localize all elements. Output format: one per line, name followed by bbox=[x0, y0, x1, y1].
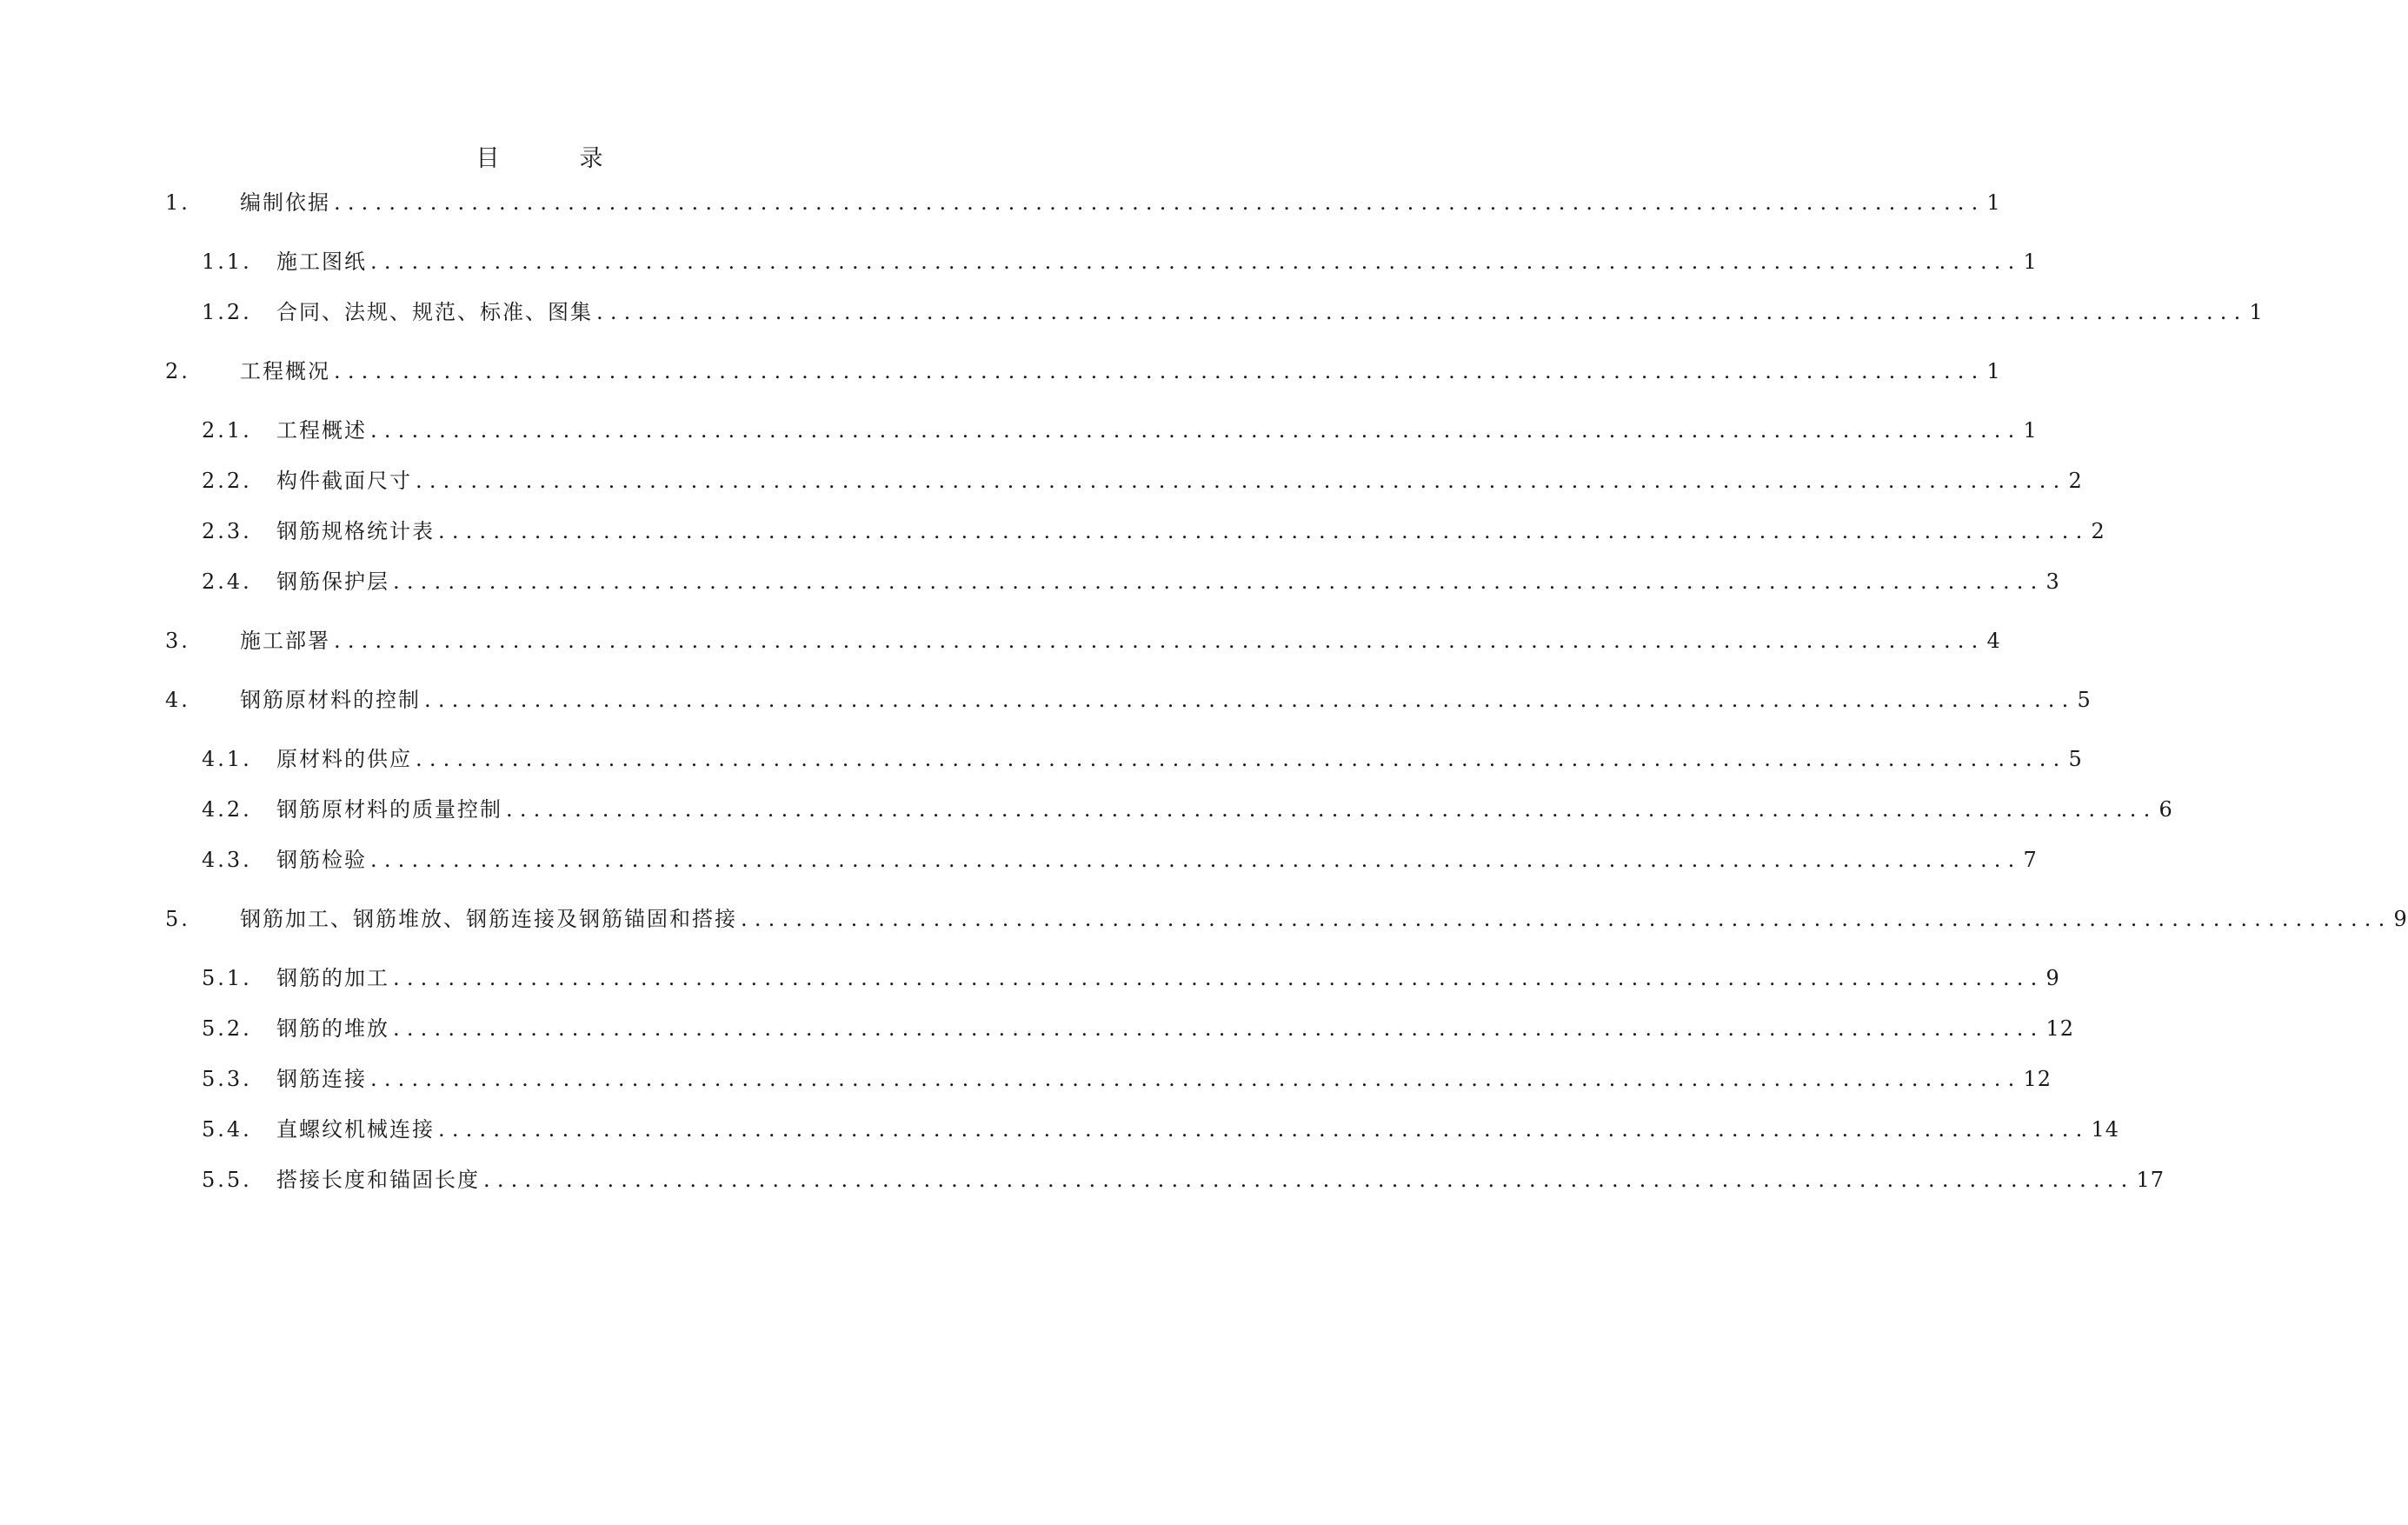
toc-dot-leader: ........................................................................................................................ bbox=[416, 469, 2067, 493]
toc-entry-page-number: 9 bbox=[2045, 966, 2060, 990]
toc-entry-title: 钢筋检验 bbox=[276, 848, 367, 872]
toc-entry-page-number: 9 bbox=[2393, 907, 2408, 931]
toc-dot-leader: ........................................................................................................................ bbox=[506, 797, 2158, 822]
toc-entry-title: 钢筋加工、钢筋堆放、钢筋连接及钢筋锚固和搭接 bbox=[240, 907, 737, 931]
toc-entry-page-number: 2 bbox=[2068, 469, 2083, 493]
toc-entry-number: 2. bbox=[165, 359, 190, 383]
toc-dot-leader: ........................................................................................................................ bbox=[370, 250, 2022, 274]
toc-dot-leader: ........................................................................................................................ bbox=[438, 519, 2090, 543]
toc-entry-number: 4.3. bbox=[202, 848, 252, 872]
toc-entry-title: 施工部署 bbox=[240, 629, 330, 653]
toc-entry-number: 3. bbox=[165, 629, 190, 653]
toc-dot-leader: ........................................................................................................................ bbox=[438, 1117, 2090, 1142]
toc-dot-leader: ........................................................................................................................ bbox=[370, 418, 2022, 443]
toc-entry[interactable] bbox=[202, 1014, 2075, 1043]
toc-entry-number: 5.3. bbox=[202, 1067, 252, 1091]
toc-entry[interactable] bbox=[202, 1115, 2120, 1144]
toc-entry-number: 2.1. bbox=[202, 418, 252, 443]
toc-entry[interactable] bbox=[165, 188, 2001, 217]
toc-entry-title: 钢筋原材料的质量控制 bbox=[276, 797, 502, 822]
toc-entry-page-number: 1 bbox=[1986, 190, 2001, 215]
toc-entry[interactable] bbox=[202, 744, 2083, 774]
toc-entry-title: 搭接长度和锚固长度 bbox=[276, 1168, 480, 1192]
toc-entry[interactable] bbox=[202, 466, 2083, 496]
toc-entry-number: 4.1. bbox=[202, 747, 252, 771]
toc-dot-leader: ........................................................................................................................ bbox=[334, 359, 1986, 383]
toc-dot-leader: ........................................................................................................................ bbox=[334, 190, 1986, 215]
toc-entry-number: 5.1. bbox=[202, 966, 252, 990]
toc-entry-number: 4. bbox=[165, 688, 190, 712]
toc-entry-number: 1.2. bbox=[202, 300, 252, 324]
toc-entry-page-number: 12 bbox=[2045, 1016, 2075, 1041]
toc-entry-page-number: 14 bbox=[2091, 1117, 2120, 1142]
toc-entry-page-number: 1 bbox=[2249, 300, 2264, 324]
toc-dot-leader: ........................................................................................................................ bbox=[334, 629, 1986, 653]
toc-entry[interactable] bbox=[202, 516, 2105, 546]
toc-entry-number: 5.5. bbox=[202, 1168, 252, 1192]
toc-entry-title: 合同、法规、规范、标准、图集 bbox=[276, 300, 593, 324]
toc-entry-page-number: 12 bbox=[2023, 1067, 2052, 1091]
toc-entry-number: 2.4. bbox=[202, 569, 252, 594]
toc-entry-title: 钢筋连接 bbox=[276, 1067, 367, 1091]
toc-entry-title: 工程概述 bbox=[276, 418, 367, 443]
toc-entry-number: 5. bbox=[165, 907, 190, 931]
toc-entry[interactable] bbox=[165, 904, 2408, 934]
toc-dot-leader: ........................................................................................................................ bbox=[424, 688, 2076, 712]
toc-entry-number: 5.4. bbox=[202, 1117, 252, 1142]
toc-title-char-2: 录 bbox=[579, 145, 603, 172]
toc-entry-page-number: 7 bbox=[2023, 848, 2038, 872]
toc-entry-page-number: 1 bbox=[2023, 418, 2038, 443]
toc-dot-leader: ........................................................................................................................ bbox=[370, 848, 2022, 872]
toc-entry[interactable] bbox=[202, 297, 2264, 327]
toc-entry-number: 5.2. bbox=[202, 1016, 252, 1041]
toc-title-char-1: 目 bbox=[476, 145, 500, 172]
toc-entry-number: 2.2. bbox=[202, 469, 252, 493]
toc-entry[interactable] bbox=[202, 1064, 2052, 1094]
toc-entry-title: 钢筋保护层 bbox=[276, 569, 389, 594]
toc-title bbox=[0, 139, 1079, 173]
toc-entry-number: 2.3. bbox=[202, 519, 252, 543]
toc-entry[interactable] bbox=[202, 1165, 2165, 1195]
toc-entry-number: 4.2. bbox=[202, 797, 252, 822]
toc-entry-title: 构件截面尺寸 bbox=[276, 469, 412, 493]
toc-dot-leader: ........................................................................................................................ bbox=[596, 300, 2248, 324]
toc-entry[interactable] bbox=[202, 845, 2038, 875]
toc-dot-leader: ........................................................................................................................ bbox=[393, 1016, 2045, 1041]
toc-entry-page-number: 2 bbox=[2091, 519, 2105, 543]
toc-entry-title: 编制依据 bbox=[240, 190, 330, 215]
toc-entry[interactable] bbox=[165, 356, 2001, 386]
toc-entry-page-number: 6 bbox=[2159, 797, 2173, 822]
toc-entry-title: 施工图纸 bbox=[276, 250, 367, 274]
toc-entry[interactable] bbox=[202, 795, 2173, 824]
toc-entry[interactable] bbox=[202, 247, 2038, 276]
toc-dot-leader: ........................................................................................................................ bbox=[393, 966, 2045, 990]
toc-entry-title: 钢筋的加工 bbox=[276, 966, 389, 990]
toc-dot-leader: ........................................................................................................................ bbox=[370, 1067, 2022, 1091]
toc-entry-title: 钢筋规格统计表 bbox=[276, 519, 435, 543]
toc-entry-title: 直螺纹机械连接 bbox=[276, 1117, 435, 1142]
toc-entry-number: 1.1. bbox=[202, 250, 252, 274]
toc-entry-title: 钢筋原材料的控制 bbox=[240, 688, 421, 712]
toc-entry-page-number: 1 bbox=[2023, 250, 2038, 274]
toc-entry[interactable] bbox=[202, 567, 2060, 596]
toc-entry-title: 工程概况 bbox=[240, 359, 330, 383]
toc-entry[interactable] bbox=[202, 963, 2060, 993]
toc-dot-leader: ........................................................................................................................ bbox=[483, 1168, 2135, 1192]
toc-entry-page-number: 4 bbox=[1986, 629, 2001, 653]
toc-dot-leader: ........................................................................................................................ bbox=[416, 747, 2067, 771]
toc-entry-page-number: 5 bbox=[2077, 688, 2092, 712]
toc-entry[interactable] bbox=[165, 685, 2092, 715]
toc-entry-page-number: 3 bbox=[2045, 569, 2060, 594]
toc-entry-number: 1. bbox=[165, 190, 190, 215]
toc-entry-title: 原材料的供应 bbox=[276, 747, 412, 771]
toc-dot-leader: ........................................................................................................................ bbox=[393, 569, 2045, 594]
toc-entry-title: 钢筋的堆放 bbox=[276, 1016, 389, 1041]
toc-entry-page-number: 17 bbox=[2136, 1168, 2165, 1192]
toc-entry[interactable] bbox=[165, 626, 2001, 656]
toc-dot-leader: ........................................................................................................................ bbox=[741, 907, 2392, 931]
toc-entry-page-number: 1 bbox=[1986, 359, 2001, 383]
toc-entry-page-number: 5 bbox=[2068, 747, 2083, 771]
toc-entry[interactable] bbox=[202, 416, 2038, 445]
